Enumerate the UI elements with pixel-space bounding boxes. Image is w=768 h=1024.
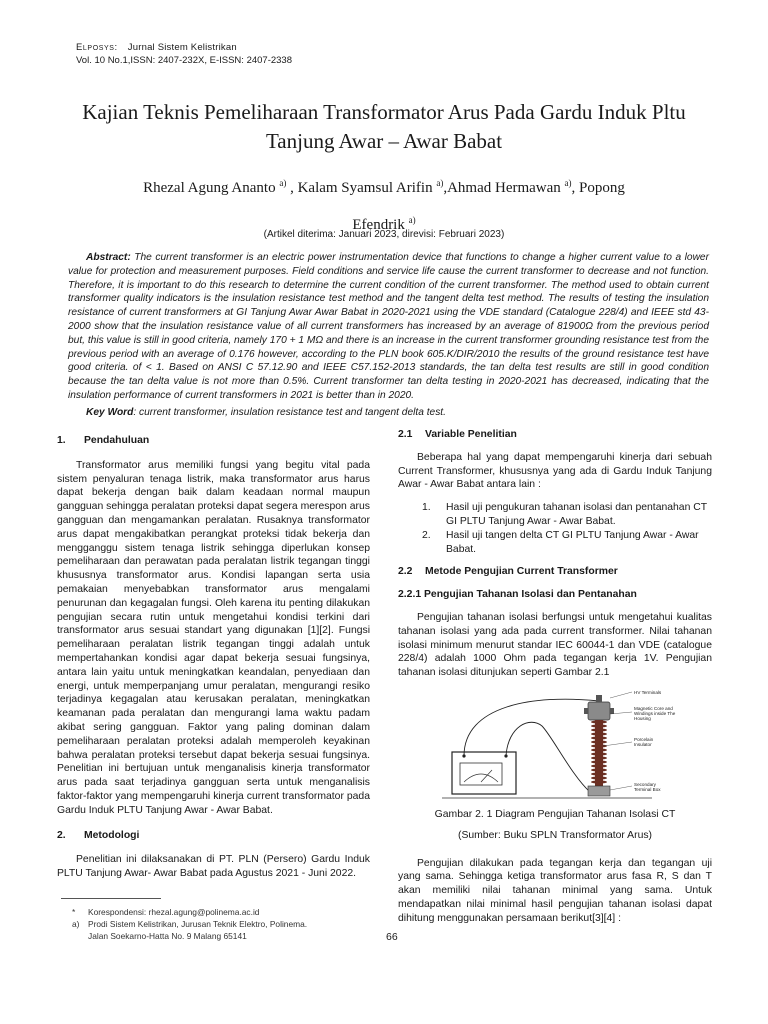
ct-head	[588, 702, 610, 720]
keywords	[86, 407, 446, 418]
footnote-correspondence	[72, 907, 307, 919]
metodologi-paragraph: Penelitian ini dilaksanakan di PT. PLN (Persero) Gardu Induk PLTU Tanjung Awar- Awar Babat pada Agustus 2021 - Juni 2022.	[57, 854, 370, 880]
section-number: 1.	[57, 435, 66, 446]
section-heading-pendahuluan	[57, 434, 370, 448]
footnote-text: Korespondensi: rhezal.agung@polinema.ac.id	[88, 907, 260, 917]
insulator-shed	[591, 772, 607, 775]
list-text: Hasil uji tangen delta CT GI PLTU Tanjung Awar - Awar Babat.	[446, 529, 699, 555]
page-number: 66	[386, 931, 398, 943]
section-title: Metode Pengujian Current Transformer	[425, 566, 618, 578]
insulator-shed	[591, 724, 607, 727]
section-title: Variable Penelitian	[425, 429, 517, 440]
insulator-shed	[591, 728, 607, 731]
insulator-shed	[591, 780, 607, 783]
footnote-divider	[61, 898, 161, 899]
insulator-shed	[591, 764, 607, 767]
insulator-shed	[591, 720, 607, 723]
list-item	[398, 501, 712, 529]
title-line-1: Kajian Teknis Pemeliharaan Transformator Arus Pada Gardu Induk Pltu	[82, 100, 686, 124]
article-dates: (Artikel diterima: Januari 2023, direvisi: Februari 2023)	[263, 229, 505, 240]
list-number: 1.	[422, 502, 431, 514]
section-heading-metodologi	[57, 829, 370, 843]
label-secondary: Secondary	[634, 781, 656, 787]
insulator-shed	[591, 760, 607, 763]
right-column	[398, 428, 712, 926]
journal-name: Jurnal Sistem Kelistrikan	[127, 42, 237, 53]
section-heading-metode	[398, 565, 712, 579]
section-title: Pendahuluan	[84, 435, 150, 446]
author-1-affil: a)	[279, 178, 287, 188]
insulator-shed	[591, 768, 607, 771]
insulator-shed	[591, 744, 607, 747]
test-lead-ground	[506, 722, 590, 792]
left-column	[57, 434, 370, 881]
journal-volume: Vol. 10 No.1,ISSN: 2407-232X, E-ISSN: 2407-2338	[76, 55, 292, 66]
author-4-cont: Efendrik	[352, 217, 405, 233]
keywords-text: : current transformer, insulation resistance test and tangent delta test.	[133, 407, 446, 418]
abstract	[68, 251, 709, 403]
insulator-shed	[591, 748, 607, 751]
author-sep: ,	[443, 180, 448, 196]
abstract-text: The current transformer is an electric power instrumentation device that functions to change a higher current value to a lower value for protection and measurement purposes. Field conditions and service life cause the current transformer to decrease and not function. Therefore, it is important to do this research to determine the current condition of the current transformer. The method used to obtain current transformer quality indicators is the insulation resistance test method and the tangent delta test method. The results of testing the insulation resistance of current transformers at GI Tanjung Awar Awar Babat in 2020-2021 using the VDE standard (Catalogue 228/4) and IEEE std 43-2000 show that the insulation resistance value of all current transformers has increased by an average of 81900Ω from the previous period but, this value is still in good criteria, namely 170 + 1 MΩ and there is an increase in the current transformer grounding resistance test from the previous period with an average of 0.176 however, according to the PLN book 605.K/DIR/2010 the results of the ground resistance test have good criteria. of < 1. Based on ANSI C 57.12.90 and IEEE C57.152-2013 standards, the tan delta test results are still in good condition because the tan delta value is not more than 0.5%. Current transformer tan delta testing in 2020-2021 has decreased, indicating that the insulation performance of current transformers in 2021 is better than in 2020.	[68, 252, 709, 401]
ct-base	[588, 786, 610, 796]
insulator-shed	[591, 732, 607, 735]
footnote-address	[72, 931, 307, 943]
footnote-mark: a)	[72, 918, 80, 929]
label-core: Magnetic Core and	[634, 705, 673, 711]
author-sep: ,	[571, 180, 580, 196]
variable-list	[398, 501, 712, 556]
footnote-affiliation	[72, 919, 307, 931]
figure-ct-insulation-test	[412, 686, 712, 804]
author-3: Ahmad Hermawan	[447, 180, 561, 196]
journal-header	[76, 41, 292, 67]
figure-source: (Sumber: Buku SPLN Transformator Arus)	[457, 829, 653, 841]
author-2: Kalam Syamsul Arifin	[297, 180, 433, 196]
footnotes	[72, 907, 307, 942]
footnote-text: Prodi Sistem Kelistrikan, Jurusan Teknik Elektro, Polinema.	[88, 918, 308, 929]
ct-test-diagram	[412, 686, 712, 804]
label-insulator: Insulator	[634, 741, 652, 747]
author-1: Rhezal Agung Ananto	[143, 180, 276, 196]
label-terminal-box: Terminal Box	[634, 786, 661, 792]
list-item	[398, 529, 712, 557]
after-figure-paragraph: Pengujian dilakukan pada tegangan kerja dan tegangan uji yang sama. Sehingga ketiga transformator arus fasa R, S dan T akan memiliki nilai tahanan minimal yang sama. Untuk mendapatkan nilai minimal hasil pengujian tahanan isolasi dapat dihitung menggunakan persamaan berikut[3][4] :	[398, 857, 712, 924]
label-core-2: Windings inside The	[634, 710, 676, 716]
abstract-label: Abstract:	[86, 252, 131, 263]
footnote-text: Jalan Soekarno-Hatta No. 9 Malang 65141	[88, 930, 247, 941]
insulator-shed	[591, 756, 607, 759]
label-hv-terminals: HV Terminals	[634, 689, 662, 695]
section-number: 2.1	[398, 429, 413, 440]
title-line-2: Tanjung Awar – Awar Babat	[265, 129, 503, 153]
figure-caption: Gambar 2. 1 Diagram Pengujian Tahanan Isolasi CT	[434, 808, 676, 820]
author-sep: ,	[286, 180, 298, 196]
section-title: Metodologi	[84, 829, 140, 841]
paper-title	[40, 98, 728, 156]
test-lead-hv	[464, 699, 599, 756]
section-number: 2.	[57, 829, 66, 841]
author-3-affil: a)	[564, 178, 572, 188]
section-heading-variable	[398, 428, 712, 442]
list-number: 2.	[422, 529, 431, 541]
insulator-shed	[591, 740, 607, 743]
list-text: Hasil uji pengukuran tahanan isolasi dan pentanahan CT GI PLTU Tanjung Awar - Awar Babat.	[446, 502, 707, 527]
insulator-shed	[591, 736, 607, 739]
insulator-shed	[591, 752, 607, 755]
porcelain-insulator	[591, 720, 607, 786]
subsection-heading-tahanan: 2.2.1 Pengujian Tahanan Isolasi dan Pentanahan	[398, 589, 637, 601]
label-core-3: Housing	[634, 715, 651, 721]
keywords-label: Key Word	[86, 407, 134, 418]
variable-paragraph: Beberapa hal yang dapat mempengaruhi kinerja dari sebuah Current Transformer, khususnya yang ada di Gardu Induk Tanjung Awar - Awar Babat antara lain :	[398, 451, 712, 491]
footnote-mark: *	[72, 907, 76, 917]
author-4: Popong	[579, 180, 625, 196]
insulator-shed	[591, 776, 607, 779]
author-2-affil: a)	[436, 178, 444, 188]
journal-brand: Elposys:	[76, 42, 118, 53]
label-porcelain: Porcelain	[634, 736, 654, 742]
pendahuluan-paragraph: Transformator arus memiliki fungsi yang begitu vital pada sistem penyaluran tenaga listrik, maka transformator arus harus dapat bekerja dengan baik dalam keadaan normal maupun gangguan sehingga peralatan proteksi dapat segera merespon arus gangguan dan mengamankan peralatan. Rusaknya transformator arus dapat mengakibatkan perangkat proteksi tidak bekerja dan mengganggu sistem tenaga listrik sehingga diperlukan konsep pemeliharaan dan perawatan pada peralatan listrik tegangan tinggi khususnya transformator arus. Kondisi lapangan serta usia pemakaian menyebabkan transformator arus mengalami penurunan dan kegagalan fungsi. Oleh karena itu penting dilakukan pengujian secara rutin untuk mengetahui kondisi terkini dari transformator arus sesuai standart yang digunakan [1][2]. Fungsi pemeliharaan peralatan listrik tegangan tinggi adalah untuk mempertahankan kondisi agar dapat bekerja sesuai fungsinya, antara lain yaitu untuk meningkatkan keandalan, penyediaan dan energi, untuk memperpanjang umur peralatan, mengurangi resiko terjadinya kegagalan atau kerusakan peralatan, meningkatkan keamanan pada peralatan dan mengurangi lama waktu padam akibat sering gangguan. Faktor yang paling dominan dalam pemeliharaan peralatan proteksi adalah memperoleh keyakinan bahwa peralatan proteksi tersebut dapat bekerja sesuai fungsinya. Penelitian ini bertujuan untuk menganalisis kinerja transformator arus pada saat terjadinya gangguan serta untuk menganalisis faktor-faktor yang mempengaruhi kinerja current transformator pada Gardu Induk PLTU Tanjung Awar - Awar Babat.	[57, 459, 370, 816]
author-4-affil: a)	[408, 215, 416, 225]
section-number: 2.2	[398, 566, 413, 578]
tahanan-paragraph: Pengujian tahanan isolasi berfungsi untuk mengetahui kualitas tahanan isolasi yang ada pada current transformer. Nilai tahanan isolasi minimum menurut standar IEC 60044-1 dan VDE (catalogue 228/4) adalah 1000 Ohm pada tegangan kerja 1V. Pengujian tahanan isolasi ditunjukan seperti Gambar 2.1	[398, 611, 712, 679]
